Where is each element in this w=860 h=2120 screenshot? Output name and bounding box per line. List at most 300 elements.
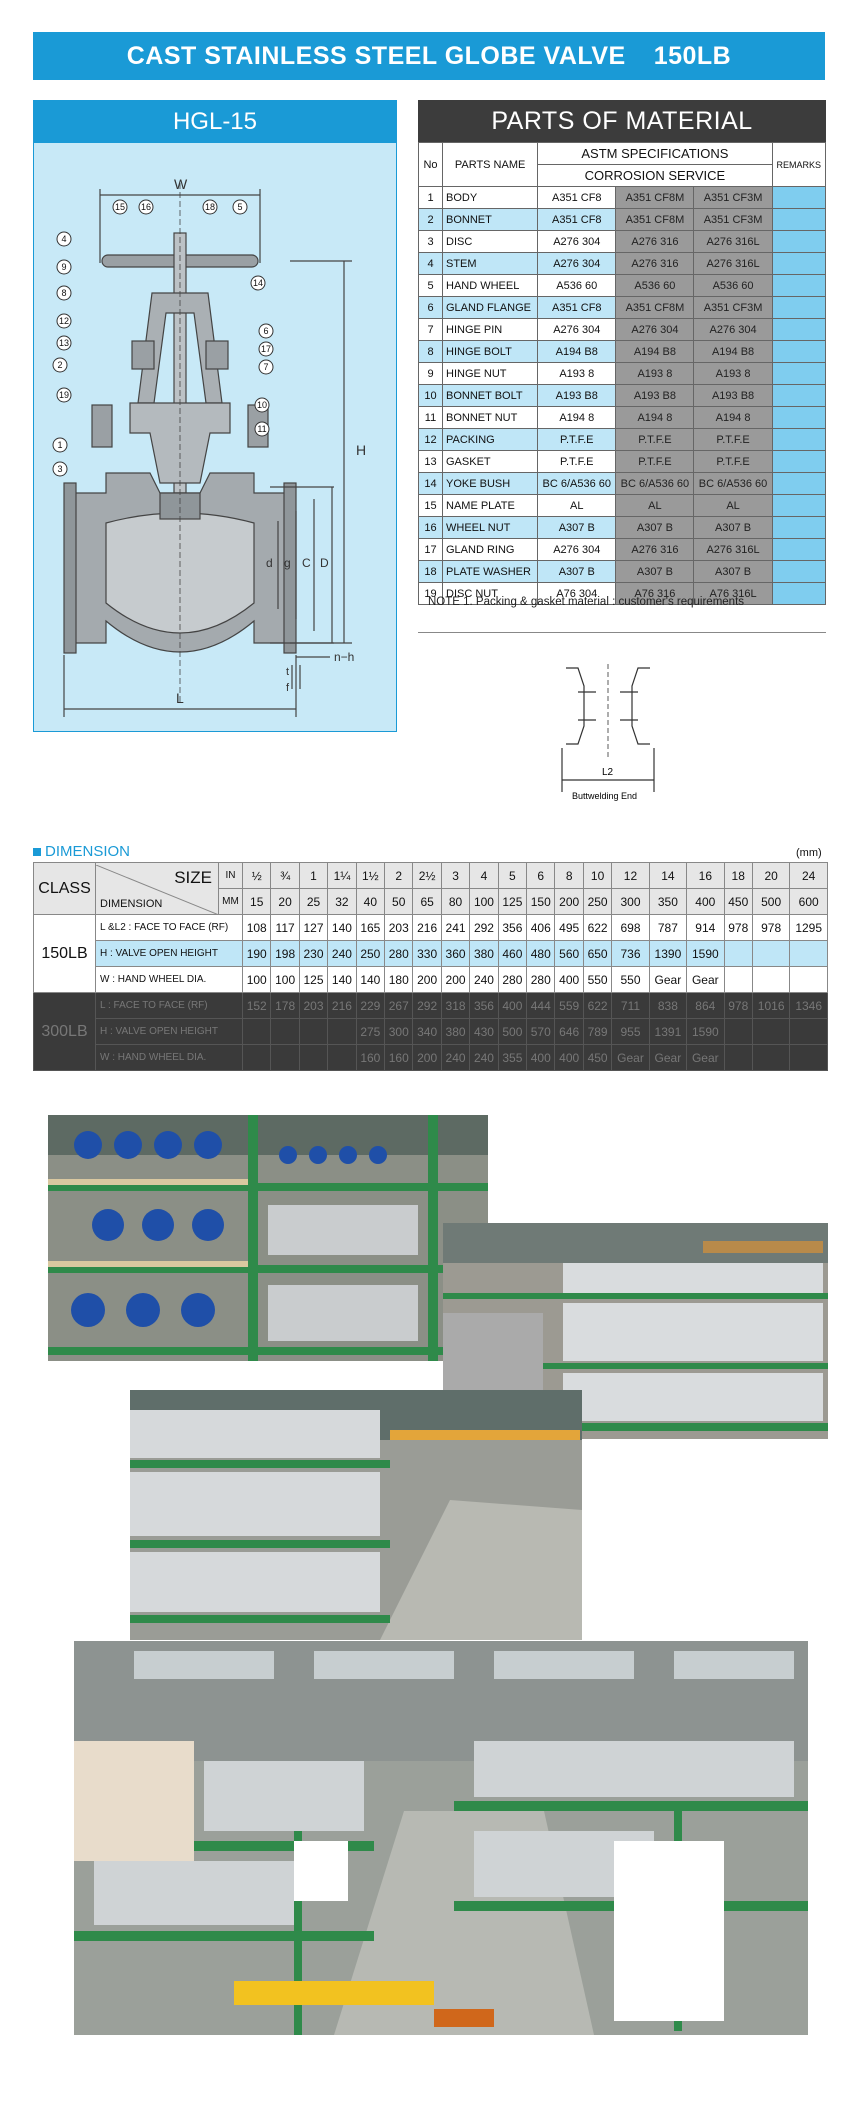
parts-cell-s2: A307 B xyxy=(616,561,694,583)
dimension-value-cell: 292 xyxy=(470,915,498,941)
dim-f: f xyxy=(286,682,290,694)
parts-cell-s2: A351 CF8M xyxy=(616,209,694,231)
dimension-value-cell xyxy=(243,1019,271,1045)
dimension-value-cell xyxy=(790,967,828,993)
dimension-value-cell: 622 xyxy=(583,915,611,941)
dimension-value-cell: 240 xyxy=(470,967,498,993)
callout-marker xyxy=(57,388,71,402)
dimension-value-cell: 400 xyxy=(527,1045,555,1071)
dimension-value-cell: 978 xyxy=(724,993,752,1019)
page-title xyxy=(33,32,825,80)
dimension-value-cell: 200 xyxy=(441,967,469,993)
callout-marker xyxy=(57,336,71,350)
dimension-value-cell: 838 xyxy=(649,993,686,1019)
size-mm-cell: 500 xyxy=(752,889,789,915)
parts-cell-rem xyxy=(772,231,825,253)
callout-number: 18 xyxy=(204,202,216,212)
dimension-value-cell: 380 xyxy=(470,941,498,967)
dimension-value-cell: 444 xyxy=(527,993,555,1019)
parts-cell-no: 18 xyxy=(419,561,443,583)
parts-cell-s2: A307 B xyxy=(616,517,694,539)
dimension-value-cell: 230 xyxy=(299,941,327,967)
title-left: CAST STAINLESS STEEL GLOBE VALVE xyxy=(126,41,626,70)
dimension-value-cell: 1590 xyxy=(687,941,724,967)
dimension-value-cell: Gear xyxy=(649,1045,686,1071)
parts-cell-no: 11 xyxy=(419,407,443,429)
dimension-value-cell: 280 xyxy=(498,967,526,993)
callout-marker xyxy=(255,422,269,436)
col-astm: ASTM SPECIFICATIONS xyxy=(538,143,772,165)
parts-cell-name: BONNET NUT xyxy=(443,407,538,429)
parts-cell-no: 16 xyxy=(419,517,443,539)
parts-cell-no: 3 xyxy=(419,231,443,253)
parts-cell-name: BONNET BOLT xyxy=(443,385,538,407)
dimension-value-cell: 480 xyxy=(527,941,555,967)
dimension-value-cell: 1346 xyxy=(790,993,828,1019)
callout-number: 17 xyxy=(260,344,272,354)
size-in-cell: 2 xyxy=(385,863,413,889)
parts-row xyxy=(419,319,826,341)
parts-row xyxy=(419,275,826,297)
parts-title: PARTS OF MATERIAL xyxy=(418,100,826,142)
title-right: 150LB xyxy=(653,41,732,70)
parts-cell-s2: A351 CF8M xyxy=(616,297,694,319)
parts-cell-no: 10 xyxy=(419,385,443,407)
dimension-value-cell xyxy=(752,941,789,967)
dimension-value-cell: 198 xyxy=(271,941,299,967)
size-in-cell: 1 xyxy=(299,863,327,889)
callout-number: 6 xyxy=(263,326,269,336)
size-in-cell: 12 xyxy=(612,863,649,889)
parts-cell-s3: A193 8 xyxy=(694,363,772,385)
dimension-value-cell: 100 xyxy=(271,967,299,993)
size-in-cell: 24 xyxy=(790,863,828,889)
dimension-value-cell: 250 xyxy=(356,941,384,967)
dimension-title-text: DIMENSION xyxy=(45,843,131,860)
parts-cell-s3: A276 316L xyxy=(694,231,772,253)
dimension-value-cell: 216 xyxy=(413,915,441,941)
parts-row xyxy=(419,429,826,451)
dimension-value-cell xyxy=(752,1045,789,1071)
dimension-value-cell: Gear xyxy=(687,1045,724,1071)
size-in-cell: 14 xyxy=(649,863,686,889)
parts-cell-s1: A276 304 xyxy=(538,539,616,561)
buttweld-label: Buttwelding End xyxy=(572,791,638,801)
parts-cell-name: HAND WHEEL xyxy=(443,275,538,297)
parts-cell-s1: A536 60 xyxy=(538,275,616,297)
dimension-value-cell: 978 xyxy=(724,915,752,941)
dim-nh: n−h xyxy=(334,650,355,664)
parts-cell-name: BONNET xyxy=(443,209,538,231)
parts-cell-s3: A193 B8 xyxy=(694,385,772,407)
parts-cell-name: DISC NUT xyxy=(443,583,538,605)
dim-t: t xyxy=(286,666,290,678)
parts-cell-no: 5 xyxy=(419,275,443,297)
dimension-value-cell: 275 xyxy=(356,1019,384,1045)
callout-marker xyxy=(259,360,273,374)
dimension-value-cell: 864 xyxy=(687,993,724,1019)
parts-cell-s3: A76 316L xyxy=(694,583,772,605)
size-mm-cell: 65 xyxy=(413,889,441,915)
dimension-value-cell: 711 xyxy=(612,993,649,1019)
callout-number: 1 xyxy=(57,440,63,450)
dimension-value-cell: 127 xyxy=(299,915,327,941)
dimension-value-cell xyxy=(724,1045,752,1071)
parts-cell-s3: P.T.F.E xyxy=(694,429,772,451)
parts-cell-rem xyxy=(772,187,825,209)
valve-drawing-panel xyxy=(33,100,397,732)
parts-cell-s3: BC 6/A536 60 xyxy=(694,473,772,495)
size-in-cell: 5 xyxy=(498,863,526,889)
size-mm-cell: 40 xyxy=(356,889,384,915)
dimension-value-cell xyxy=(790,1045,828,1071)
dimension-value-cell: 356 xyxy=(498,915,526,941)
dimension-value-cell xyxy=(790,941,828,967)
callout-number: 13 xyxy=(58,338,70,348)
dimension-value-cell: 400 xyxy=(498,993,526,1019)
dimension-value-cell: 978 xyxy=(752,915,789,941)
size-in-cell: 2½ xyxy=(413,863,441,889)
dimension-unit: (mm) xyxy=(796,847,822,859)
size-mm-cell: 200 xyxy=(555,889,583,915)
dimension-value-cell xyxy=(328,1045,356,1071)
parts-cell-s3: A276 316L xyxy=(694,539,772,561)
dimension-value-cell: 241 xyxy=(441,915,469,941)
dimension-value-cell xyxy=(271,1019,299,1045)
parts-cell-name: YOKE BUSH xyxy=(443,473,538,495)
dimension-value-cell: 160 xyxy=(385,1045,413,1071)
size-mm-cell: 32 xyxy=(328,889,356,915)
dimension-value-cell: Gear xyxy=(687,967,724,993)
col-no: No xyxy=(419,143,443,187)
parts-cell-s3: P.T.F.E xyxy=(694,451,772,473)
size-in-cell: 4 xyxy=(470,863,498,889)
dimension-value-cell: 125 xyxy=(299,967,327,993)
dimension-value-cell: 140 xyxy=(328,915,356,941)
parts-cell-s1: A194 8 xyxy=(538,407,616,429)
parts-of-material xyxy=(418,100,826,605)
parts-cell-s3: A536 60 xyxy=(694,275,772,297)
dimension-value-cell: 495 xyxy=(555,915,583,941)
dimension-value-cell: 280 xyxy=(527,967,555,993)
callout-marker xyxy=(203,200,217,214)
dimension-value-cell: 787 xyxy=(649,915,686,941)
parts-cell-rem xyxy=(772,385,825,407)
parts-cell-s1: A307 B xyxy=(538,561,616,583)
dimension-value-cell: 203 xyxy=(299,993,327,1019)
parts-cell-rem xyxy=(772,429,825,451)
parts-cell-no: 7 xyxy=(419,319,443,341)
valve-drawing xyxy=(34,143,396,731)
parts-cell-rem xyxy=(772,253,825,275)
callout-number: 5 xyxy=(237,202,243,212)
parts-cell-name: GASKET xyxy=(443,451,538,473)
dim-d-large: D xyxy=(320,556,329,570)
dimension-value-cell: 406 xyxy=(527,915,555,941)
buttweld-dim: L2 xyxy=(602,767,614,778)
callout-marker xyxy=(255,398,269,412)
dimension-value-cell: 203 xyxy=(385,915,413,941)
dimension-value-cell xyxy=(243,1045,271,1071)
parts-cell-s3: A307 B xyxy=(694,561,772,583)
dimension-value-cell: 570 xyxy=(527,1019,555,1045)
parts-row xyxy=(419,297,826,319)
size-in-cell: 18 xyxy=(724,863,752,889)
dimension-value-cell: 430 xyxy=(470,1019,498,1045)
callout-number: 15 xyxy=(114,202,126,212)
dimension-value-cell: 267 xyxy=(385,993,413,1019)
callout-marker xyxy=(57,314,71,328)
parts-note: NOTE 1. Packing & gasket material : customer's requirements xyxy=(428,596,745,608)
callout-number: 10 xyxy=(256,400,268,410)
parts-cell-no: 19 xyxy=(419,583,443,605)
dimension-value-cell: 550 xyxy=(583,967,611,993)
parts-cell-no: 17 xyxy=(419,539,443,561)
dimension-row-label: H : VALVE OPEN HEIGHT xyxy=(96,1019,243,1045)
parts-cell-s1: A193 B8 xyxy=(538,385,616,407)
callout-marker xyxy=(251,276,265,290)
dimension-value-cell: 240 xyxy=(470,1045,498,1071)
parts-cell-rem xyxy=(772,319,825,341)
parts-row xyxy=(419,539,826,561)
parts-cell-rem xyxy=(772,517,825,539)
parts-cell-s1: A194 B8 xyxy=(538,341,616,363)
dimension-row xyxy=(34,941,828,967)
dimension-label: DIMENSION xyxy=(100,897,163,910)
parts-cell-s2: P.T.F.E xyxy=(616,451,694,473)
dimension-value-cell: 500 xyxy=(498,1019,526,1045)
parts-cell-name: HINGE PIN xyxy=(443,319,538,341)
parts-cell-rem xyxy=(772,495,825,517)
parts-cell-s2: P.T.F.E xyxy=(616,429,694,451)
dimension-value-cell xyxy=(752,967,789,993)
dimension-value-cell: 646 xyxy=(555,1019,583,1045)
class-name: 150LB xyxy=(34,915,96,993)
parts-cell-s2: AL xyxy=(616,495,694,517)
size-in-cell: 1¼ xyxy=(328,863,356,889)
parts-cell-s2: A76 316 xyxy=(616,583,694,605)
parts-cell-s3: A276 304 xyxy=(694,319,772,341)
mm-label: MM xyxy=(219,889,243,915)
dimension-row-label: W : HAND WHEEL DIA. xyxy=(96,967,243,993)
parts-row xyxy=(419,253,826,275)
parts-cell-s2: A193 8 xyxy=(616,363,694,385)
parts-cell-s1: A351 CF8 xyxy=(538,209,616,231)
size-mm-cell: 125 xyxy=(498,889,526,915)
dimension-value-cell: 380 xyxy=(441,1019,469,1045)
dimension-value-cell: 165 xyxy=(356,915,384,941)
callout-number: 3 xyxy=(57,464,63,474)
callout-number: 12 xyxy=(58,316,70,326)
parts-cell-no: 13 xyxy=(419,451,443,473)
dim-w: W xyxy=(174,176,188,192)
dimension-value-cell: 736 xyxy=(612,941,649,967)
callout-marker xyxy=(53,438,67,452)
in-label: IN xyxy=(219,863,243,889)
dimension-value-cell: 955 xyxy=(612,1019,649,1045)
size-mm-cell: 100 xyxy=(470,889,498,915)
parts-cell-rem xyxy=(772,407,825,429)
parts-cell-s1: P.T.F.E xyxy=(538,451,616,473)
dimension-value-cell: 450 xyxy=(583,1045,611,1071)
dimension-value-cell: 200 xyxy=(413,1045,441,1071)
parts-cell-name: STEM xyxy=(443,253,538,275)
dimension-value-cell: 292 xyxy=(413,993,441,1019)
dimension-value-cell: 108 xyxy=(243,915,271,941)
parts-cell-s1: A307 B xyxy=(538,517,616,539)
dimension-row-label: W : HAND WHEEL DIA. xyxy=(96,1045,243,1071)
dimension-row-label: L : FACE TO FACE (RF) xyxy=(96,993,243,1019)
dimension-value-cell xyxy=(299,1045,327,1071)
dim-g: g xyxy=(284,556,291,570)
parts-row xyxy=(419,363,826,385)
dimension-value-cell: Gear xyxy=(649,967,686,993)
dimension-value-cell xyxy=(724,941,752,967)
dimension-title xyxy=(33,843,130,860)
parts-cell-s2: A194 B8 xyxy=(616,341,694,363)
dimension-row xyxy=(34,915,828,941)
square-bullet-icon xyxy=(33,848,41,856)
dimension-value-cell: 140 xyxy=(356,967,384,993)
callout-marker xyxy=(53,358,67,372)
size-mm-cell: 350 xyxy=(649,889,686,915)
parts-row xyxy=(419,517,826,539)
dimension-value-cell: 190 xyxy=(243,941,271,967)
parts-cell-s3: A276 316L xyxy=(694,253,772,275)
callout-number: 11 xyxy=(257,424,267,434)
model-label: HGL-15 xyxy=(34,101,396,143)
dimension-value-cell: 550 xyxy=(612,967,649,993)
size-in-cell: 10 xyxy=(583,863,611,889)
dimension-value-cell: 698 xyxy=(612,915,649,941)
size-mm-cell: 600 xyxy=(790,889,828,915)
dimension-row-label: L &L2 : FACE TO FACE (RF) xyxy=(96,915,243,941)
parts-cell-no: 12 xyxy=(419,429,443,451)
size-mm-cell: 250 xyxy=(583,889,611,915)
parts-cell-rem xyxy=(772,583,825,605)
parts-cell-s2: A276 316 xyxy=(616,253,694,275)
dimension-value-cell: 1590 xyxy=(687,1019,724,1045)
dimension-value-cell: 100 xyxy=(243,967,271,993)
dimension-value-cell: 280 xyxy=(385,941,413,967)
callout-marker xyxy=(57,286,71,300)
callout-marker xyxy=(259,342,273,356)
size-mm-cell: 400 xyxy=(687,889,724,915)
parts-cell-name: HINGE NUT xyxy=(443,363,538,385)
size-in-cell: 1½ xyxy=(356,863,384,889)
buttweld-drawing xyxy=(548,662,668,809)
parts-cell-no: 2 xyxy=(419,209,443,231)
dimension-row xyxy=(34,1019,828,1045)
parts-cell-s2: A194 8 xyxy=(616,407,694,429)
dimension-value-cell: 1390 xyxy=(649,941,686,967)
parts-cell-name: GLAND RING xyxy=(443,539,538,561)
dim-l: L xyxy=(176,690,184,706)
parts-row xyxy=(419,385,826,407)
parts-cell-name: BODY xyxy=(443,187,538,209)
callout-number: 14 xyxy=(252,278,264,288)
dimension-value-cell: 355 xyxy=(498,1045,526,1071)
parts-cell-no: 6 xyxy=(419,297,443,319)
warehouse-photo-4 xyxy=(74,1641,808,2035)
parts-row xyxy=(419,209,826,231)
warehouse-photo-3 xyxy=(130,1390,582,1640)
dimension-value-cell: 460 xyxy=(498,941,526,967)
dimension-value-cell xyxy=(328,1019,356,1045)
parts-cell-name: NAME PLATE xyxy=(443,495,538,517)
dimension-value-cell: 400 xyxy=(555,967,583,993)
dimension-value-cell: 318 xyxy=(441,993,469,1019)
parts-cell-s2: A536 60 xyxy=(616,275,694,297)
dim-h: H xyxy=(356,442,367,458)
parts-cell-s2: A276 304 xyxy=(616,319,694,341)
dimension-value-cell: 1391 xyxy=(649,1019,686,1045)
dimension-value-cell: 216 xyxy=(328,993,356,1019)
size-label: SIZE xyxy=(174,867,212,887)
dimension-row xyxy=(34,993,828,1019)
size-dimension-header xyxy=(96,863,219,915)
col-parts-name: PARTS NAME xyxy=(443,143,538,187)
dimension-value-cell: Gear xyxy=(612,1045,649,1071)
parts-cell-s1: A76 304 xyxy=(538,583,616,605)
parts-cell-s1: AL xyxy=(538,495,616,517)
dimension-value-cell: 914 xyxy=(687,915,724,941)
dimension-value-cell: 117 xyxy=(271,915,299,941)
callout-marker xyxy=(113,200,127,214)
dimension-value-cell: 650 xyxy=(583,941,611,967)
parts-cell-name: GLAND FLANGE xyxy=(443,297,538,319)
callout-marker xyxy=(139,200,153,214)
dimension-value-cell: 622 xyxy=(583,993,611,1019)
parts-cell-no: 1 xyxy=(419,187,443,209)
dimension-value-cell: 400 xyxy=(555,1045,583,1071)
col-corrosion: CORROSION SERVICE xyxy=(538,165,772,187)
dimension-value-cell: 789 xyxy=(583,1019,611,1045)
parts-cell-s2: BC 6/A536 60 xyxy=(616,473,694,495)
parts-cell-name: DISC xyxy=(443,231,538,253)
parts-cell-rem xyxy=(772,209,825,231)
parts-cell-s2: A193 B8 xyxy=(616,385,694,407)
dimension-value-cell xyxy=(299,1019,327,1045)
parts-cell-s2: A276 316 xyxy=(616,539,694,561)
dimension-value-cell: 1016 xyxy=(752,993,789,1019)
size-mm-cell: 20 xyxy=(271,889,299,915)
parts-cell-s3: A351 CF3M xyxy=(694,297,772,319)
parts-cell-rem xyxy=(772,539,825,561)
dimension-value-cell: 360 xyxy=(441,941,469,967)
callout-number: 2 xyxy=(57,360,63,370)
dimension-row xyxy=(34,1045,828,1071)
parts-cell-rem xyxy=(772,297,825,319)
callout-number: 19 xyxy=(58,390,70,400)
parts-cell-s2: A351 CF8M xyxy=(616,187,694,209)
dimension-value-cell: 240 xyxy=(441,1045,469,1071)
parts-table xyxy=(418,142,826,605)
warehouse-photo-1 xyxy=(48,1115,488,1361)
col-remarks: REMARKS xyxy=(772,143,825,187)
callout-number: 4 xyxy=(61,234,67,244)
dimension-row xyxy=(34,967,828,993)
parts-cell-s3: AL xyxy=(694,495,772,517)
parts-cell-s3: A351 CF3M xyxy=(694,209,772,231)
parts-cell-no: 4 xyxy=(419,253,443,275)
parts-cell-s1: P.T.F.E xyxy=(538,429,616,451)
class-name: 300LB xyxy=(34,993,96,1071)
dimension-value-cell: 200 xyxy=(413,967,441,993)
callout-marker xyxy=(259,324,273,338)
size-mm-cell: 25 xyxy=(299,889,327,915)
parts-cell-rem xyxy=(772,561,825,583)
